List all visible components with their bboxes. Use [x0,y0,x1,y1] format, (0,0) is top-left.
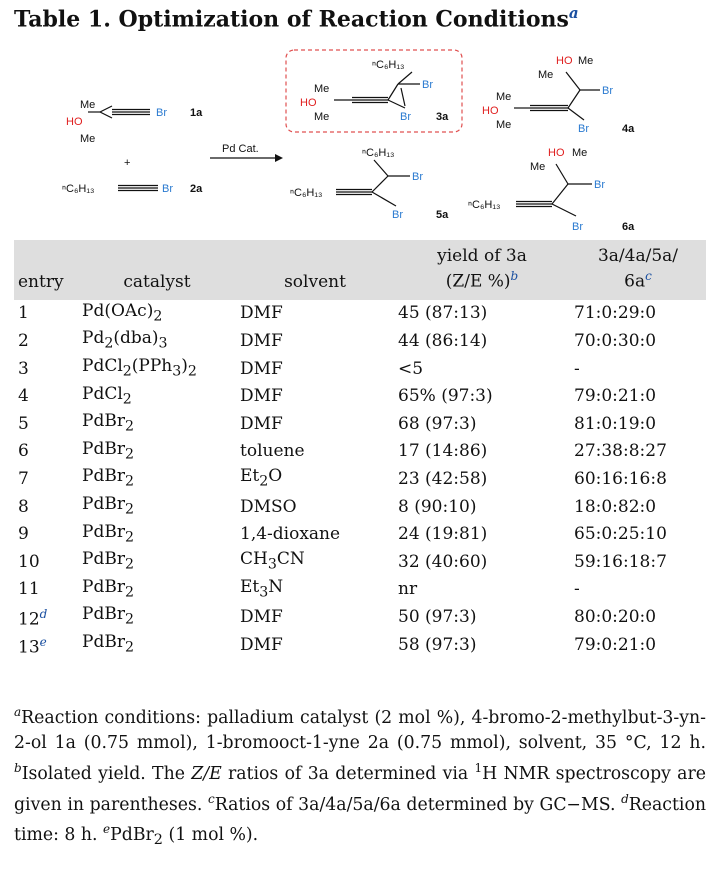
solvent-text: Et [240,576,260,597]
solvent-text: DMF [240,303,283,324]
product-6a-hexyl-left: ⁿC₆H₁₃ [468,199,501,211]
cell-catalyst [78,603,236,631]
cell-yield: 68 (97:3) [398,413,477,434]
catalyst-subscript: 2 [104,335,114,352]
reactant-2a-label: 2a [190,183,203,195]
header-ratio-line2: 6a [624,271,646,292]
footnote-d-mark: d [621,791,629,806]
arrow-label: Pd Cat. [222,143,259,155]
table-row [14,520,706,548]
cell-solvent [236,300,394,328]
cell-entry [14,548,78,576]
catalyst-subscript: 2 [124,584,134,601]
table-row [14,603,706,631]
cell-catalyst [78,576,236,604]
catalyst-subscript: 2 [124,501,134,518]
footnote-a-mark: a [14,705,22,719]
cell-solvent [236,355,394,383]
catalyst-text: Pd(OAc) [82,300,154,321]
cell-ratio: 27:38:8:27 [574,441,667,462]
catalyst-text: PdBr [82,631,125,652]
cell-entry [14,631,78,659]
table-title [14,4,579,32]
footnote-a-text: Reaction conditions: palladium catalyst (2 mol %), 4-bromo-2-methylbut-3-yn-2-ol 1a (0.75 mmol), 1-bromooct-1-yne 2a (0.75 mmol), solvent, 35 °C, 12 h. [14,707,706,753]
entry-footnote-mark: e [39,634,47,649]
cell-entry [14,520,78,548]
header-ratio-line1: 3a/4a/5a/ [597,246,679,266]
cell-entry [14,576,78,604]
table-row [14,438,706,466]
plus-sign: + [124,157,131,169]
solvent-subscript: 3 [267,556,277,573]
catalyst-text: PdCl [82,355,123,376]
table-row [14,576,706,604]
cell-catalyst [78,548,236,576]
cell-entry [14,355,78,383]
product-3a-hydroxyl: HO [300,97,317,109]
table-row [14,382,706,410]
catalyst-subscript: 2 [187,363,197,380]
cell-catalyst [78,300,236,328]
solvent-subscript: 3 [259,584,269,601]
catalyst-text: PdBr [82,604,125,625]
cell-entry [14,465,78,493]
cell-solvent [236,576,394,604]
catalyst-subscript: 2 [124,528,134,545]
catalyst-text: PdBr [82,493,125,514]
optimization-table [14,240,706,658]
header-yield-line1: yield of 3a [437,246,527,266]
solvent-text: O [268,466,283,487]
product-6a-bromine-bottom: Br [572,221,583,233]
cell-entry [14,327,78,355]
cell-ratio: 59:16:18:7 [574,551,667,572]
cell-catalyst [78,438,236,466]
footnote-e-mark: e [103,822,111,837]
cell-entry [14,300,78,328]
catalyst-text: PdBr [82,438,125,459]
product-6a-hydroxyl-top: HO [548,147,565,159]
product-4a-bromine-bottom: Br [578,123,589,135]
reactant-1a-label: 1a [190,107,203,119]
cell-ratio: 70:0:30:0 [574,331,657,352]
entry-number: 6 [18,441,29,462]
reactant-2a-bromine: Br [162,183,173,195]
product-4a-bromine-top: Br [602,85,613,97]
product-4a-hydroxyl: HO [482,105,499,117]
product-4a-methyl-top-right: Me [578,55,594,67]
cell-catalyst [78,520,236,548]
table-row [14,493,706,521]
reactant-1a-bromine: Br [156,107,167,119]
product-6a-methyl-top-right: Me [572,147,588,159]
table-row [14,355,706,383]
cell-ratio: 18:0:82:0 [574,496,657,517]
cell-entry [14,493,78,521]
cell-catalyst [78,355,236,383]
catalyst-subscript: 2 [122,390,132,407]
table-row [14,548,706,576]
footnote-d-text: Reaction time: 8 h. [14,794,706,846]
cell-catalyst [78,465,236,493]
entry-number: 1 [18,303,29,324]
table-row [14,327,706,355]
catalyst-subscript: 2 [153,308,163,325]
catalyst-text: ) [181,355,188,376]
catalyst-text: (dba) [113,328,159,349]
footnote-e-text-1: PdBr [110,825,154,846]
cell-entry [14,603,78,631]
cell-yield: 45 (87:13) [398,303,488,324]
product-3a-bromine-bottom: Br [400,111,411,123]
cell-entry [14,410,78,438]
catalyst-subscript: 2 [124,418,134,435]
cell-ratio: 80:0:20:0 [574,606,657,627]
entry-number: 9 [18,524,29,545]
footnote-b-text-3: H NMR spectroscopy are given in parentheses. [14,763,706,815]
cell-solvent [236,631,394,659]
catalyst-subscript: 2 [124,639,134,656]
solvent-text: DMF [240,331,283,352]
cell-solvent [236,327,394,355]
solvent-subscript: 2 [259,473,269,490]
catalyst-subscript: 2 [124,611,134,628]
footnote-b-mark: b [14,760,22,775]
entry-number: 8 [18,496,29,517]
cell-ratio: 79:0:21:0 [574,386,657,407]
header-solvent: solvent [284,271,346,292]
header-yield-line2: (Z/E %) [445,271,511,292]
product-3a-hexyl: ⁿC₆H₁₃ [372,59,405,71]
header-ratio-footnote-mark: c [645,269,652,283]
cell-ratio: 65:0:25:10 [574,524,667,545]
product-5a-label: 5a [436,209,449,221]
cell-yield: 44 (86:14) [398,331,488,352]
cell-entry [14,438,78,466]
cell-yield: 23 (42:58) [398,469,488,490]
product-4a-hydroxyl-top: HO [556,55,573,67]
cell-yield: 24 (19:81) [398,524,488,545]
product-6a-methyl-top-left: Me [530,161,546,173]
cell-solvent [236,603,394,631]
cell-catalyst [78,631,236,659]
product-5a-hexyl-left: ⁿC₆H₁₃ [290,187,323,199]
catalyst-text: PdBr [82,521,125,542]
cell-solvent [236,438,394,466]
solvent-text: N [268,576,284,597]
cell-catalyst [78,493,236,521]
catalyst-subscript: 2 [124,556,134,573]
solvent-text: DMF [240,358,283,379]
solvent-text: DMF [240,606,283,627]
cell-yield: <5 [398,358,424,379]
entry-number: 12 [18,609,40,630]
title-text: Table 1. Optimization of Reaction Conditions [14,6,569,33]
product-6a-label: 6a [622,221,635,233]
catalyst-text: PdCl [82,383,123,404]
table-row [14,410,706,438]
catalyst-text: PdBr [82,576,125,597]
cell-solvent [236,520,394,548]
entry-number: 7 [18,469,29,490]
cell-solvent [236,493,394,521]
catalyst-subscript: 2 [122,363,132,380]
reactant-2a-hexyl: ⁿC₆H₁₃ [62,183,95,195]
cell-yield: nr [398,579,418,600]
cell-solvent [236,410,394,438]
product-3a-label: 3a [436,111,449,123]
solvent-text: 1,4-dioxane [240,524,341,545]
product-3a-bromine-top: Br [422,79,433,91]
solvent-text: CN [276,549,305,570]
entry-number: 2 [18,331,29,352]
solvent-text: DMF [240,413,283,434]
entry-number: 10 [18,551,40,572]
footnote-b-1h: 1 [474,760,483,775]
catalyst-text: PdBr [82,411,125,432]
cell-catalyst [78,382,236,410]
footnote-e-text-2: (1 mol %). [162,825,259,846]
cell-ratio: 71:0:29:0 [574,303,657,324]
product-5a-bromine-bottom: Br [392,209,403,221]
catalyst-subscript: 2 [124,446,134,463]
footnote-c-mark: c [207,791,215,806]
entry-number: 11 [18,579,40,600]
cell-entry [14,382,78,410]
catalyst-text: PdBr [82,466,125,487]
table-header-row [14,240,706,300]
entry-footnote-mark: d [39,607,48,622]
cell-ratio: 81:0:19:0 [574,413,657,434]
header-ratio [570,240,706,300]
reaction-scheme [0,40,720,240]
catalyst-text: (PPh [131,355,173,376]
product-3a-methyl-top: Me [314,83,330,95]
cell-ratio: 79:0:21:0 [574,634,657,655]
catalyst-subscript: 3 [158,335,168,352]
footnote-b-text-2: ratios of 3a determined via [221,763,475,784]
table-body [14,300,706,659]
cell-catalyst [78,327,236,355]
catalyst-text: Pd [82,328,105,349]
entry-number: 3 [18,358,29,379]
cell-catalyst [78,410,236,438]
header-entry: entry [18,271,64,292]
footnote-b-ze: Z/E [191,763,222,784]
cell-yield: 17 (14:86) [398,441,488,462]
cell-ratio: 60:16:16:8 [574,469,667,490]
reactant-1a-methyl-bottom: Me [80,133,96,145]
footnote-b-text-1: Isolated yield. The [21,763,192,784]
cell-yield: 50 (97:3) [398,606,477,627]
header-yield-footnote-mark: b [510,269,519,283]
solvent-text: toluene [240,441,305,462]
title-footnote-mark: a [568,4,579,22]
catalyst-subscript: 2 [124,473,134,490]
reactant-1a-methyl-top: Me [80,99,96,111]
solvent-text: DMF [240,634,283,655]
product-3a-methyl-bottom: Me [314,111,330,123]
catalyst-text: PdBr [82,549,125,570]
reactant-1a-hydroxyl: HO [66,116,83,128]
table-row [14,465,706,493]
solvent-text: CH [240,549,268,570]
entry-number: 5 [18,413,29,434]
footnote-e-sub: 2 [153,832,163,849]
table-row [14,300,706,328]
cell-yield: 32 (40:60) [398,551,488,572]
product-4a-methyl-top-left: Me [538,69,554,81]
header-yield [394,240,570,300]
header-catalyst: catalyst [123,271,191,292]
cell-solvent [236,548,394,576]
entry-number: 13 [18,637,40,658]
solvent-text: DMF [240,386,283,407]
product-4a-methyl: Me [496,91,512,103]
cell-solvent [236,382,394,410]
cell-ratio: - [574,358,580,379]
cell-yield: 58 (97:3) [398,634,477,655]
product-4a-label: 4a [622,123,635,135]
entry-number: 4 [18,386,29,407]
table-footnotes [14,700,706,854]
solvent-text: DMSO [240,496,297,517]
cell-yield: 8 (90:10) [398,496,477,517]
footnote-c-text: Ratios of 3a/4a/5a/6a determined by GC−MS. [214,794,616,815]
cell-solvent [236,465,394,493]
catalyst-subscript: 3 [172,363,182,380]
product-4a-methyl-bottom: Me [496,119,512,131]
product-5a-bromine-top: Br [412,171,423,183]
product-6a-bromine-top: Br [594,179,605,191]
product-5a-hexyl-top: ⁿC₆H₁₃ [362,147,395,159]
cell-yield: 65% (97:3) [398,386,493,407]
cell-ratio: - [574,579,580,600]
table-row [14,631,706,659]
solvent-text: Et [240,466,260,487]
